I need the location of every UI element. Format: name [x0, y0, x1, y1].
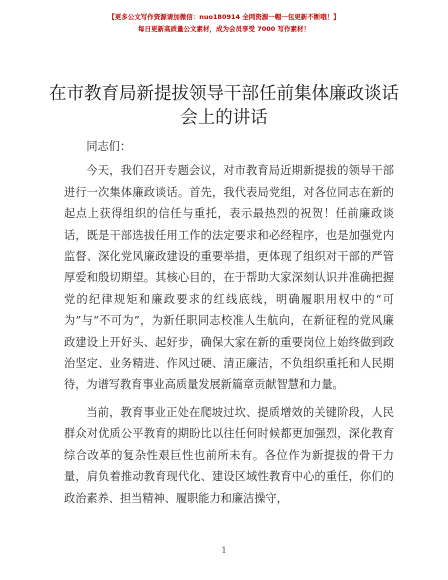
document-title [40, 82, 408, 130]
document-body [64, 136, 394, 515]
document-title-line-2: 会上的讲话 [180, 108, 268, 128]
page-number: 1 [221, 546, 227, 555]
promo-banner [0, 12, 448, 34]
body-paragraph-1: 今天，我们召开专题会议，对市教育局近期新提拔的领导干部进行一次集体廉政谈话。首先，我代表局党组，对各位同志在新的起点上获得组织的信任与重托，表示最热烈的祝贺！任前廉政谈话，既是干部选拔任用工作的法定要求和必经程序，也是加强党内监督、深化党风廉政建设的重要举措，更体现了组织对干部的严管厚爱和殷切期望。其核心目的，在于帮助大家深刻认识并准确把握党的纪律规矩和廉政要求的红线底线，明确履职用权中的“可为”与“不可为”，为新任职同志校准人生航向，在新征程的党风廉政建设上开好头、起好步，确保大家在新的重要岗位上始终做到政治坚定、业务精进、作风过硬、清正廉洁，不负组织重托和人民期待，为谱写教育事业高质量发展新篇章贡献智慧和力量。 [64, 164, 394, 392]
promo-banner-line-2: 每日更新高质量公文素材，成为会员享受 7000 写作素材！ [137, 25, 311, 33]
salutation: 同志们： [86, 140, 132, 153]
document-title-line-1: 在市教育局新提拔领导干部任前集体廉政谈话 [49, 84, 399, 104]
body-paragraph-2: 当前，教育事业正处在爬坡过坎、提质增效的关键阶段，人民群众对优质公平教育的期盼比以往任何时候都更加强烈，深化教育综合改革的复杂性艰巨性也前所未有。各位作为新提拔的骨干力量，肩负着推动教育现代化、建设区域性教育中心的重任，你们的政治素养、担当精神、履职能力和廉洁操守， [64, 405, 394, 505]
promo-banner-line-1: 【更多公文写作资源请加微信：nuo180914 全网资源一帽一包更新不断哦！】 [108, 13, 340, 21]
